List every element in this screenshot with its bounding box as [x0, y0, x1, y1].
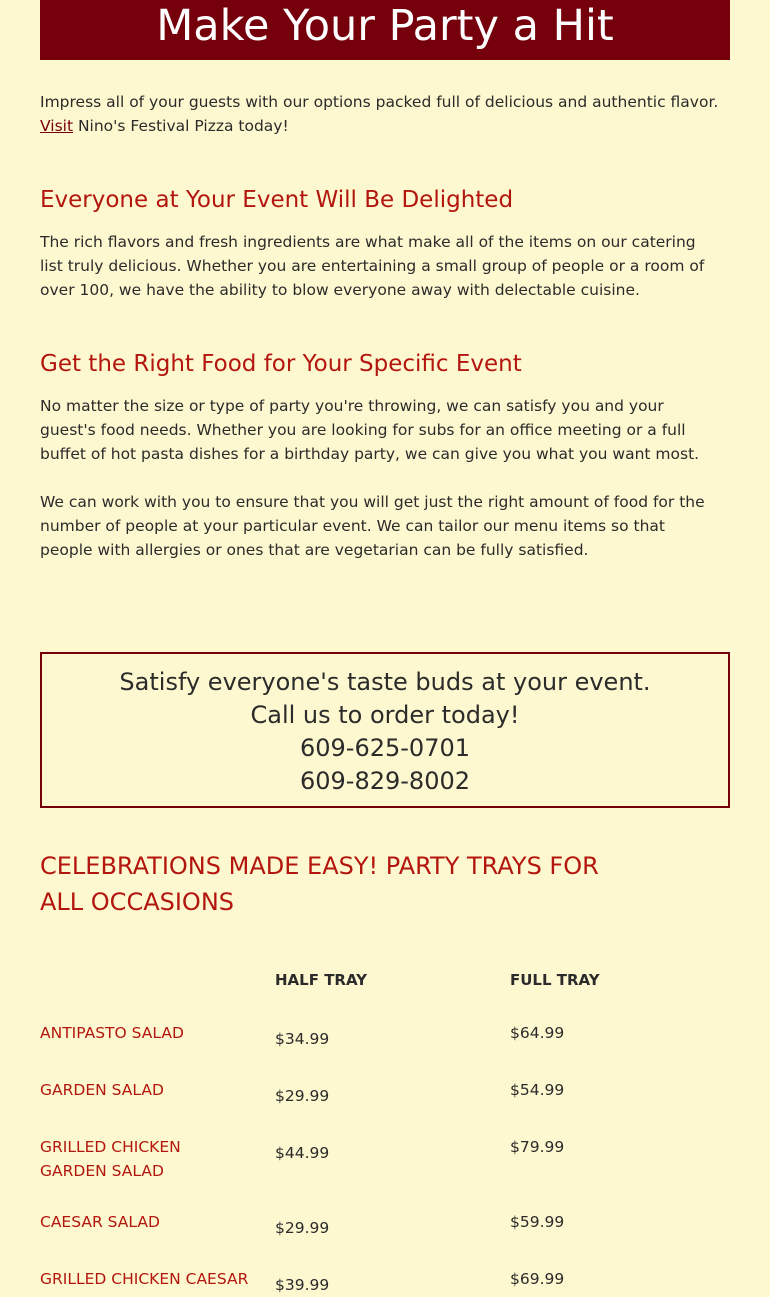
full-tray-price: $59.99 — [510, 1213, 565, 1231]
full-tray-price: $54.99 — [510, 1081, 565, 1099]
right-food-paragraph-2: We can work with you to ensure that you will get just the right amount of food for the number of people at your particular event. We can tailor our menu items so that people with allergies or ones that are vegetarian can be fully satisfied. — [40, 493, 705, 559]
column-header-half-tray: HALF TRAY — [275, 971, 368, 989]
order-callout-box — [40, 652, 730, 808]
half-tray-price: $34.99 — [275, 1030, 330, 1048]
half-tray-price: $29.99 — [275, 1087, 330, 1105]
tray-item-name: GRILLED CHICKEN GARDEN SALAD — [40, 1138, 181, 1180]
intro-paragraph — [40, 90, 720, 138]
full-tray-price: $69.99 — [510, 1270, 565, 1288]
half-tray-price: $39.99 — [275, 1276, 330, 1294]
full-tray-price: $64.99 — [510, 1024, 565, 1042]
page-banner — [40, 0, 730, 60]
tray-item-name: GARDEN SALAD — [40, 1081, 164, 1099]
half-tray-price: $44.99 — [275, 1144, 330, 1162]
tray-item-name: CAESAR SALAD — [40, 1213, 160, 1231]
heading-right-food: Get the Right Food for Your Specific Event — [40, 351, 522, 377]
intro-text-after: Nino's Festival Pizza today! — [73, 117, 289, 135]
tray-item-name: ANTIPASTO SALAD — [40, 1024, 184, 1042]
callout-line-1: Satisfy everyone's taste buds at your event. — [119, 668, 651, 696]
heading-delighted: Everyone at Your Event Will Be Delighted — [40, 187, 514, 213]
right-food-paragraph-1: No matter the size or type of party you're throwing, we can satisfy you and your guest's food needs. Whether you are looking for subs for an office meeting or a full buffet of hot pasta dishes for a birthday party, we can give you what you want most. — [40, 397, 700, 463]
half-tray-price: $29.99 — [275, 1219, 330, 1237]
visit-link[interactable]: Visit — [40, 117, 74, 135]
page-title: Make Your Party a Hit — [156, 1, 614, 51]
delighted-paragraph: The rich flavors and fresh ingredients are what make all of the items on our catering list truly delicious. Whether you are entertaining a small group of people or a room of over 100, we have the ability to blow everyone away with delectable cuisine. — [40, 233, 705, 299]
phone-number-1[interactable]: 609-625-0701 — [299, 734, 470, 762]
intro-text: Impress all of your guests with our options packed full of delicious and authentic flavor. — [40, 93, 719, 111]
full-tray-price: $79.99 — [510, 1138, 565, 1156]
heading-party-trays: CELEBRATIONS MADE EASY! PARTY TRAYS FOR ALL OCCASIONS — [40, 852, 599, 916]
column-header-full-tray: FULL TRAY — [510, 971, 600, 989]
phone-number-2[interactable]: 609-829-8002 — [299, 767, 470, 795]
tray-item-name: GRILLED CHICKEN CAESAR — [40, 1270, 249, 1288]
callout-line-2: Call us to order today! — [250, 701, 520, 729]
